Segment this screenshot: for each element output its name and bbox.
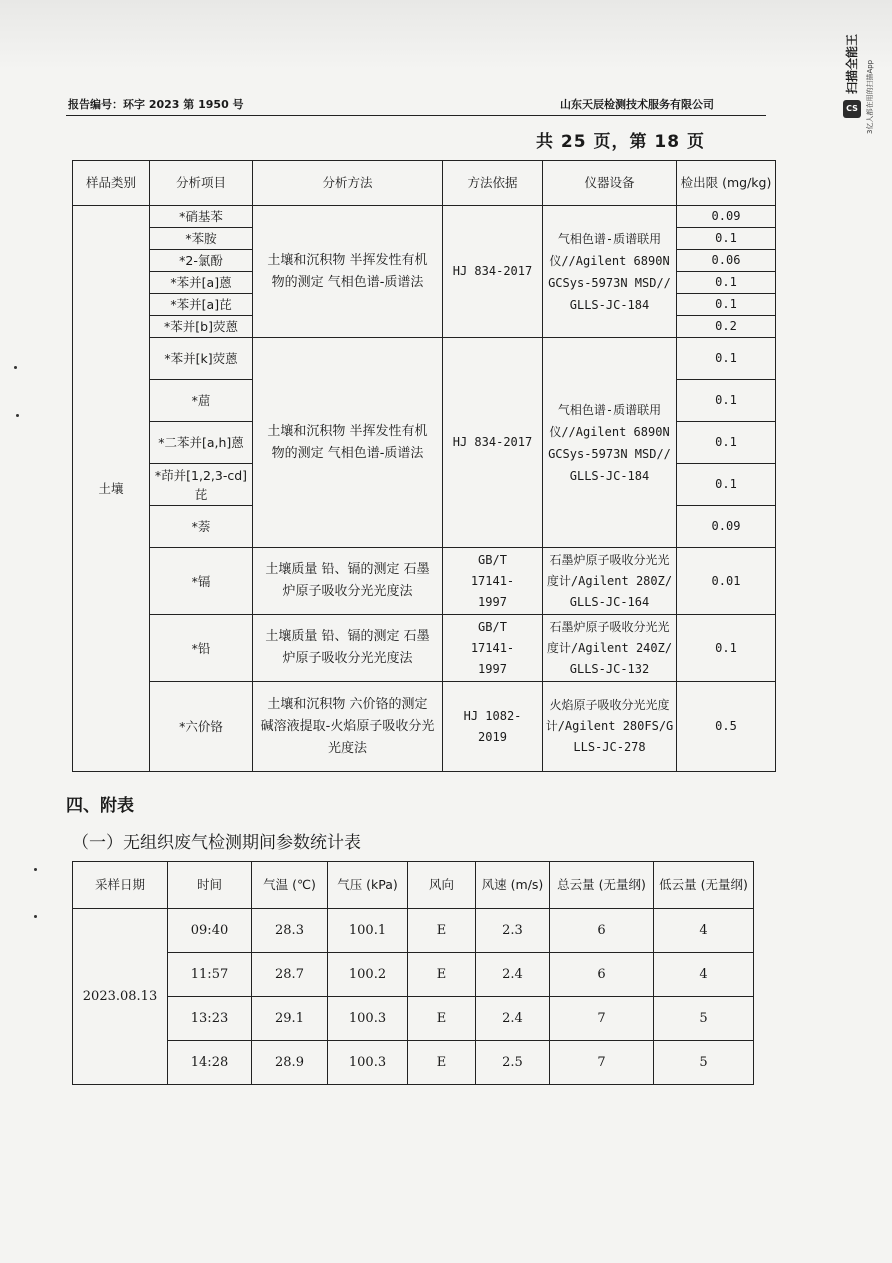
analysis-methods-table <box>72 160 776 772</box>
total-cloud-cell: 6 <box>550 909 654 953</box>
instrument: 石墨炉原子吸收分光光度计/Agilent 240Z/GLLS-JC-132 <box>543 615 677 682</box>
low-cloud-cell: 5 <box>654 997 754 1041</box>
table-row <box>73 682 776 772</box>
analysis-item: *2-氯酚 <box>150 250 253 272</box>
detection-limit: 0.1 <box>677 272 776 294</box>
detection-limit: 0.1 <box>677 338 776 380</box>
table-header-row <box>73 161 776 206</box>
detection-limit: 0.1 <box>677 464 776 506</box>
temp-cell: 29.1 <box>252 997 328 1041</box>
scan-speck <box>16 414 19 417</box>
col-header: 样品类别 <box>73 161 150 206</box>
temp-cell: 28.7 <box>252 953 328 997</box>
time-cell: 14:28 <box>168 1041 252 1085</box>
scan-speck <box>34 868 37 871</box>
analysis-item: *二苯并[a,h]蒽 <box>150 422 253 464</box>
report-number: 报告编号：环字 2023 第 1950 号 <box>68 98 244 111</box>
scan-speck <box>14 366 17 369</box>
analysis-method: 土壤和沉积物 半挥发性有机物的测定 气相色谱-质谱法 <box>253 206 443 338</box>
wind-dir-cell: E <box>408 909 476 953</box>
col-header: 采样日期 <box>73 862 168 909</box>
analysis-item: *镉 <box>150 548 253 615</box>
wind-dir-cell: E <box>408 997 476 1041</box>
table-row <box>73 206 776 228</box>
analysis-item: *苯并[a]蒽 <box>150 272 253 294</box>
col-header: 时间 <box>168 862 252 909</box>
subsection-title: （一）无组织废气检测期间参数统计表 <box>72 833 361 853</box>
method-basis: GB/T 17141-1997 <box>443 548 543 615</box>
method-basis: HJ 834-2017 <box>443 338 543 548</box>
company-name: 山东天辰检测技术服务有限公司 <box>560 98 714 111</box>
detection-limit: 0.09 <box>677 506 776 548</box>
total-cloud-cell: 7 <box>550 997 654 1041</box>
sampling-date: 2023.08.13 <box>73 909 168 1085</box>
instrument: 石墨炉原子吸收分光光度计/Agilent 280Z/GLLS-JC-164 <box>543 548 677 615</box>
instrument: 气相色谱-质谱联用仪//Agilent 6890N GCSys-5973N MSD//GLLS-JC-184 <box>543 338 677 548</box>
detection-limit: 0.2 <box>677 316 776 338</box>
analysis-item: *硝基苯 <box>150 206 253 228</box>
table-row <box>73 548 776 615</box>
temp-cell: 28.9 <box>252 1041 328 1085</box>
table-row <box>73 953 754 997</box>
watermark-brand: 扫描全能王 <box>845 33 859 94</box>
table-row <box>73 909 754 953</box>
weather-parameters-table <box>72 861 754 1085</box>
analysis-method: 土壤和沉积物 半挥发性有机物的测定 气相色谱-质谱法 <box>253 338 443 548</box>
analysis-item: *䓛 <box>150 380 253 422</box>
col-header: 总云量 (无量纲) <box>550 862 654 909</box>
detection-limit: 0.5 <box>677 682 776 772</box>
total-cloud-cell: 6 <box>550 953 654 997</box>
instrument: 火焰原子吸收分光光度计/Agilent 280FS/GLLS-JC-278 <box>543 682 677 772</box>
col-header: 检出限 (mg/kg) <box>677 161 776 206</box>
pressure-cell: 100.3 <box>328 1041 408 1085</box>
time-cell: 11:57 <box>168 953 252 997</box>
method-basis: HJ 1082-2019 <box>443 682 543 772</box>
analysis-method: 土壤质量 铅、镉的测定 石墨炉原子吸收分光光度法 <box>253 615 443 682</box>
pressure-cell: 100.3 <box>328 997 408 1041</box>
col-header: 仪器设备 <box>543 161 677 206</box>
section-title: 四、附表 <box>66 796 134 816</box>
col-header: 低云量 (无量纲) <box>654 862 754 909</box>
col-header: 风速 (m/s) <box>476 862 550 909</box>
analysis-method: 土壤和沉积物 六价铬的测定 碱溶液提取-火焰原子吸收分光光度法 <box>253 682 443 772</box>
time-cell: 09:40 <box>168 909 252 953</box>
table-row <box>73 997 754 1041</box>
pressure-cell: 100.1 <box>328 909 408 953</box>
detection-limit: 0.1 <box>677 422 776 464</box>
analysis-item: *苯胺 <box>150 228 253 250</box>
wind-dir-cell: E <box>408 1041 476 1085</box>
detection-limit: 0.09 <box>677 206 776 228</box>
total-cloud-cell: 7 <box>550 1041 654 1085</box>
analysis-item: *苯并[k]荧蒽 <box>150 338 253 380</box>
time-cell: 13:23 <box>168 997 252 1041</box>
scan-shadow <box>0 0 892 70</box>
detection-limit: 0.06 <box>677 250 776 272</box>
table-header-row <box>73 862 754 909</box>
temp-cell: 28.3 <box>252 909 328 953</box>
watermark-badge: CS <box>843 100 861 118</box>
watermark-tagline: 3亿人都在用的扫描App <box>866 59 874 134</box>
low-cloud-cell: 4 <box>654 953 754 997</box>
analysis-method: 土壤质量 铅、镉的测定 石墨炉原子吸收分光光度法 <box>253 548 443 615</box>
col-header: 分析项目 <box>150 161 253 206</box>
wind-dir-cell: E <box>408 953 476 997</box>
detection-limit: 0.01 <box>677 548 776 615</box>
detection-limit: 0.1 <box>677 380 776 422</box>
analysis-item: *苯并[a]芘 <box>150 294 253 316</box>
col-header: 风向 <box>408 862 476 909</box>
detection-limit: 0.1 <box>677 615 776 682</box>
table-row <box>73 338 776 380</box>
detection-limit: 0.1 <box>677 294 776 316</box>
col-header: 气压 (kPa) <box>328 862 408 909</box>
wind-speed-cell: 2.4 <box>476 953 550 997</box>
analysis-item: *萘 <box>150 506 253 548</box>
table-row <box>73 1041 754 1085</box>
scanner-watermark <box>843 14 883 134</box>
wind-speed-cell: 2.3 <box>476 909 550 953</box>
low-cloud-cell: 4 <box>654 909 754 953</box>
col-header: 气温 (℃) <box>252 862 328 909</box>
low-cloud-cell: 5 <box>654 1041 754 1085</box>
analysis-item: *茚并[1,2,3-cd]芘 <box>150 464 253 506</box>
method-basis: GB/T 17141-1997 <box>443 615 543 682</box>
col-header: 分析方法 <box>253 161 443 206</box>
page-info: 共 25 页，第 18 页 <box>536 132 705 152</box>
wind-speed-cell: 2.5 <box>476 1041 550 1085</box>
analysis-item: *六价铬 <box>150 682 253 772</box>
wind-speed-cell: 2.4 <box>476 997 550 1041</box>
header-rule <box>66 115 766 116</box>
method-basis: HJ 834-2017 <box>443 206 543 338</box>
instrument: 气相色谱-质谱联用仪//Agilent 6890N GCSys-5973N MSD//GLLS-JC-184 <box>543 206 677 338</box>
scan-speck <box>34 915 37 918</box>
pressure-cell: 100.2 <box>328 953 408 997</box>
sample-category: 土壤 <box>73 206 150 772</box>
analysis-item: *铅 <box>150 615 253 682</box>
analysis-item: *苯并[b]荧蒽 <box>150 316 253 338</box>
table-row <box>73 615 776 682</box>
detection-limit: 0.1 <box>677 228 776 250</box>
col-header: 方法依据 <box>443 161 543 206</box>
